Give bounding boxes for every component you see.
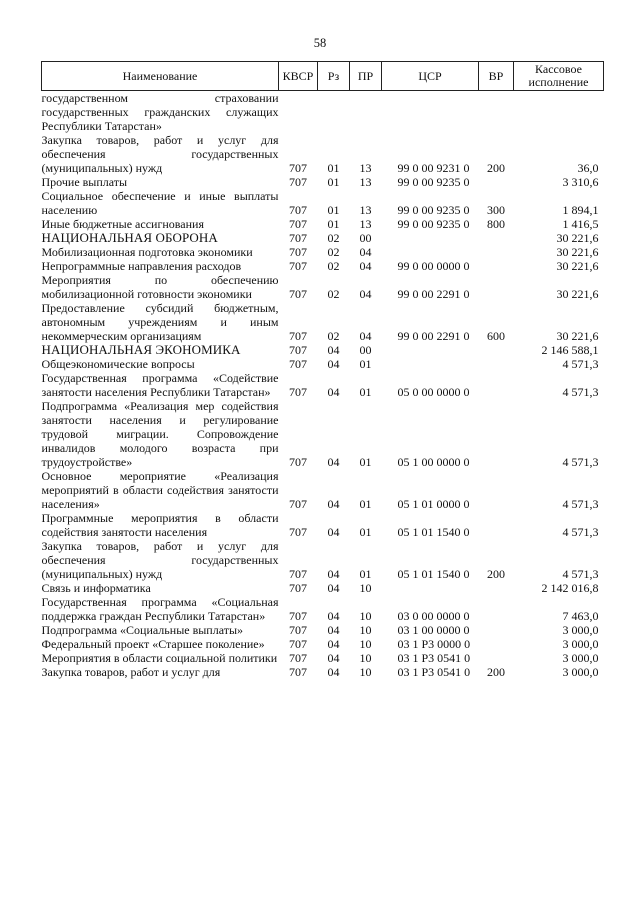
row-pr: 04 bbox=[359, 287, 372, 301]
row-name: Государственная программа «Социальная поддержка граждан Республики Татарстан» bbox=[41, 595, 279, 623]
row-name: НАЦИОНАЛЬНАЯ ЭКОНОМИКА bbox=[41, 342, 241, 357]
row-name: Предоставление субсидий бюджетным, автономным учреждениям и иным некоммерческим организациям bbox=[41, 301, 279, 343]
table-row bbox=[42, 595, 604, 623]
row-name: НАЦИОНАЛЬНАЯ ОБОРОНА bbox=[41, 230, 218, 245]
row-csr: 05 1 01 1540 0 bbox=[397, 525, 470, 539]
row-amount: 7 463,0 bbox=[562, 609, 599, 623]
row-vr bbox=[479, 399, 514, 469]
row-csr: 99 0 00 2291 0 bbox=[397, 329, 470, 343]
row-amount: 4 571,3 bbox=[562, 455, 599, 469]
header-name: Наименование bbox=[42, 62, 279, 91]
header-kvsr: КВСР bbox=[279, 62, 318, 91]
row-kvsr: 707 bbox=[289, 651, 307, 665]
row-rz: 04 bbox=[327, 455, 340, 469]
table-row bbox=[42, 511, 604, 539]
row-vr: 200 bbox=[487, 665, 505, 679]
table-row bbox=[42, 371, 604, 399]
row-csr: 99 0 00 9235 0 bbox=[397, 203, 470, 217]
row-csr: 03 1 P3 0541 0 bbox=[397, 665, 471, 679]
row-name: Мероприятия по обеспечению мобилизационной готовности экономики bbox=[41, 273, 279, 301]
row-csr: 03 1 P3 0000 0 bbox=[397, 637, 471, 651]
row-pr: 01 bbox=[359, 525, 372, 539]
row-vr bbox=[479, 175, 514, 189]
row-kvsr: 707 bbox=[289, 567, 307, 581]
table-row bbox=[42, 217, 604, 231]
row-kvsr: 707 bbox=[289, 343, 307, 357]
table-row bbox=[42, 357, 604, 371]
header-vr: ВР bbox=[479, 62, 514, 91]
row-pr: 01 bbox=[359, 497, 372, 511]
row-name: Мероприятия в области социальной политики bbox=[41, 651, 278, 665]
row-pr: 10 bbox=[359, 665, 372, 679]
row-pr: 04 bbox=[359, 329, 372, 343]
row-csr bbox=[382, 231, 479, 245]
row-vr bbox=[479, 637, 514, 651]
row-pr: 01 bbox=[359, 455, 372, 469]
row-rz: 04 bbox=[327, 385, 340, 399]
row-rz: 04 bbox=[327, 623, 340, 637]
table-row bbox=[42, 175, 604, 189]
row-rz: 04 bbox=[327, 497, 340, 511]
row-kvsr: 707 bbox=[289, 623, 307, 637]
row-kvsr: 707 bbox=[289, 203, 307, 217]
row-pr: 01 bbox=[359, 567, 372, 581]
row-rz: 01 bbox=[327, 175, 340, 189]
row-rz: 02 bbox=[327, 259, 340, 273]
row-name: Подпрограмма «Реализация мер содействия занятости населения и регулирование трудовой миграции. Сопровождение инвалидов молодого возраста при трудоустройстве» bbox=[41, 399, 279, 469]
row-csr bbox=[382, 245, 479, 259]
row-amount: 4 571,3 bbox=[562, 567, 599, 581]
row-name: Подпрограмма «Социальные выплаты» bbox=[41, 623, 244, 637]
table-row bbox=[42, 637, 604, 651]
table-row bbox=[42, 245, 604, 259]
row-amount: 3 000,0 bbox=[562, 637, 599, 651]
table-row bbox=[42, 273, 604, 301]
table-row bbox=[42, 231, 604, 245]
row-vr bbox=[479, 273, 514, 301]
row-amount: 3 310,6 bbox=[562, 175, 599, 189]
row-vr bbox=[479, 91, 514, 134]
row-pr: 00 bbox=[359, 343, 372, 357]
row-csr: 05 1 01 1540 0 bbox=[397, 567, 470, 581]
row-pr: 04 bbox=[359, 259, 372, 273]
row-csr bbox=[382, 581, 479, 595]
row-vr bbox=[479, 651, 514, 665]
row-amount bbox=[514, 91, 604, 134]
row-pr: 10 bbox=[359, 581, 372, 595]
row-name: Закупка товаров, работ и услуг для bbox=[41, 665, 221, 679]
row-kvsr: 707 bbox=[289, 609, 307, 623]
row-name: Непрограммные направления расходов bbox=[41, 259, 242, 273]
row-pr: 13 bbox=[359, 217, 372, 231]
row-rz: 04 bbox=[327, 357, 340, 371]
row-rz: 04 bbox=[327, 567, 340, 581]
row-rz: 01 bbox=[327, 161, 340, 175]
row-vr bbox=[479, 595, 514, 623]
row-vr: 600 bbox=[487, 329, 505, 343]
row-vr: 200 bbox=[487, 567, 505, 581]
row-kvsr: 707 bbox=[289, 357, 307, 371]
row-vr bbox=[479, 245, 514, 259]
page-number: 58 bbox=[313, 36, 327, 50]
header-amount: Кассовое исполнение bbox=[514, 62, 604, 91]
table-row bbox=[42, 343, 604, 357]
table-row bbox=[42, 581, 604, 595]
row-csr: 99 0 00 2291 0 bbox=[397, 287, 470, 301]
row-rz bbox=[318, 91, 350, 134]
row-name: Социальное обеспечение и иные выплаты населению bbox=[41, 189, 279, 217]
row-kvsr: 707 bbox=[289, 161, 307, 175]
row-rz: 02 bbox=[327, 231, 340, 245]
row-name: Закупка товаров, работ и услуг для обеспечения государственных (муниципальных) нужд bbox=[41, 539, 279, 581]
row-rz: 04 bbox=[327, 609, 340, 623]
row-vr: 800 bbox=[487, 217, 505, 231]
row-kvsr: 707 bbox=[289, 455, 307, 469]
row-rz: 01 bbox=[327, 203, 340, 217]
header-csr: ЦСР bbox=[382, 62, 479, 91]
row-pr: 00 bbox=[359, 231, 372, 245]
row-rz: 04 bbox=[327, 665, 340, 679]
row-pr: 13 bbox=[359, 161, 372, 175]
row-rz: 04 bbox=[327, 525, 340, 539]
row-vr bbox=[479, 469, 514, 511]
row-kvsr: 707 bbox=[289, 231, 307, 245]
row-rz: 02 bbox=[327, 329, 340, 343]
row-name: Государственная программа «Содействие занятости населения Республики Татарстан» bbox=[41, 371, 279, 399]
row-csr: 99 0 00 9231 0 bbox=[397, 161, 470, 175]
row-kvsr bbox=[279, 91, 318, 134]
row-amount: 3 000,0 bbox=[562, 623, 599, 637]
row-kvsr: 707 bbox=[289, 175, 307, 189]
row-kvsr: 707 bbox=[289, 329, 307, 343]
row-vr bbox=[479, 371, 514, 399]
row-name: Федеральный проект «Старшее поколение» bbox=[41, 637, 265, 651]
row-amount: 36,0 bbox=[577, 161, 599, 175]
row-kvsr: 707 bbox=[289, 581, 307, 595]
row-amount: 3 000,0 bbox=[562, 665, 599, 679]
row-pr: 01 bbox=[359, 357, 372, 371]
row-amount: 30 221,6 bbox=[556, 245, 599, 259]
header-pr: ПР bbox=[350, 62, 382, 91]
row-amount: 30 221,6 bbox=[556, 329, 599, 343]
row-amount: 2 146 588,1 bbox=[541, 343, 599, 357]
row-vr bbox=[479, 511, 514, 539]
table-header bbox=[42, 62, 604, 91]
table-row bbox=[42, 469, 604, 511]
table-row bbox=[42, 539, 604, 581]
table-row bbox=[42, 399, 604, 469]
row-vr: 300 bbox=[487, 203, 505, 217]
row-kvsr: 707 bbox=[289, 245, 307, 259]
row-kvsr: 707 bbox=[289, 287, 307, 301]
row-kvsr: 707 bbox=[289, 217, 307, 231]
row-amount: 30 221,6 bbox=[556, 259, 599, 273]
row-amount: 30 221,6 bbox=[556, 231, 599, 245]
row-kvsr: 707 bbox=[289, 637, 307, 651]
row-name: Программные мероприятия в области содействия занятости населения bbox=[41, 511, 279, 539]
row-pr: 10 bbox=[359, 609, 372, 623]
table-row bbox=[42, 91, 604, 134]
row-amount: 4 571,3 bbox=[562, 357, 599, 371]
row-kvsr: 707 bbox=[289, 385, 307, 399]
row-vr bbox=[479, 259, 514, 273]
row-vr bbox=[479, 231, 514, 245]
row-csr: 05 1 01 0000 0 bbox=[397, 497, 470, 511]
row-amount: 4 571,3 bbox=[562, 497, 599, 511]
row-rz: 04 bbox=[327, 651, 340, 665]
row-pr bbox=[350, 91, 382, 134]
row-kvsr: 707 bbox=[289, 259, 307, 273]
row-pr: 10 bbox=[359, 637, 372, 651]
table-body bbox=[42, 91, 604, 680]
table-row bbox=[42, 133, 604, 175]
budget-table bbox=[41, 61, 604, 679]
row-pr: 13 bbox=[359, 175, 372, 189]
row-vr bbox=[479, 357, 514, 371]
row-amount: 3 000,0 bbox=[562, 651, 599, 665]
row-pr: 10 bbox=[359, 651, 372, 665]
table-row bbox=[42, 665, 604, 679]
row-name: Мобилизационная подготовка экономики bbox=[41, 245, 253, 259]
table-row bbox=[42, 301, 604, 343]
row-amount: 1 416,5 bbox=[562, 217, 599, 231]
row-csr: 99 0 00 9235 0 bbox=[397, 175, 470, 189]
row-pr: 04 bbox=[359, 245, 372, 259]
row-vr bbox=[479, 343, 514, 357]
row-name: Основное мероприятие «Реализация мероприятий в области содействия занятости населения» bbox=[41, 469, 279, 511]
row-pr: 01 bbox=[359, 385, 372, 399]
row-rz: 02 bbox=[327, 287, 340, 301]
row-amount: 4 571,3 bbox=[562, 525, 599, 539]
row-csr: 05 1 00 0000 0 bbox=[397, 455, 470, 469]
row-csr: 99 0 00 0000 0 bbox=[397, 259, 470, 273]
row-rz: 04 bbox=[327, 343, 340, 357]
row-rz: 04 bbox=[327, 581, 340, 595]
row-amount: 1 894,1 bbox=[562, 203, 599, 217]
row-csr: 03 0 00 0000 0 bbox=[397, 609, 470, 623]
row-csr: 99 0 00 9235 0 bbox=[397, 217, 470, 231]
row-vr bbox=[479, 623, 514, 637]
row-csr: 03 1 00 0000 0 bbox=[397, 623, 470, 637]
row-rz: 04 bbox=[327, 637, 340, 651]
row-name: Прочие выплаты bbox=[41, 175, 128, 189]
row-name: Общеэкономические вопросы bbox=[41, 357, 195, 371]
row-vr bbox=[479, 581, 514, 595]
row-csr bbox=[382, 91, 479, 134]
row-kvsr: 707 bbox=[289, 525, 307, 539]
row-name: Связь и информатика bbox=[41, 581, 151, 595]
row-vr: 200 bbox=[487, 161, 505, 175]
row-csr: 03 1 P3 0541 0 bbox=[397, 651, 471, 665]
row-rz: 02 bbox=[327, 245, 340, 259]
row-pr: 13 bbox=[359, 203, 372, 217]
table-row bbox=[42, 189, 604, 217]
row-name: Иные бюджетные ассигнования bbox=[41, 217, 204, 231]
row-csr: 05 0 00 0000 0 bbox=[397, 385, 470, 399]
table-row bbox=[42, 259, 604, 273]
row-kvsr: 707 bbox=[289, 497, 307, 511]
table-row bbox=[42, 651, 604, 665]
row-pr: 10 bbox=[359, 623, 372, 637]
row-name: государственном страховании государственных гражданских служащих Республики Татарстан» bbox=[41, 91, 279, 133]
header-rz: Рз bbox=[318, 62, 350, 91]
row-name: Закупка товаров, работ и услуг для обеспечения государственных (муниципальных) нужд bbox=[41, 133, 279, 175]
row-csr bbox=[382, 343, 479, 357]
row-amount: 30 221,6 bbox=[556, 287, 599, 301]
row-rz: 01 bbox=[327, 217, 340, 231]
table-row bbox=[42, 623, 604, 637]
row-amount: 4 571,3 bbox=[562, 385, 599, 399]
row-csr bbox=[382, 357, 479, 371]
row-amount: 2 142 016,8 bbox=[541, 581, 599, 595]
row-kvsr: 707 bbox=[289, 665, 307, 679]
